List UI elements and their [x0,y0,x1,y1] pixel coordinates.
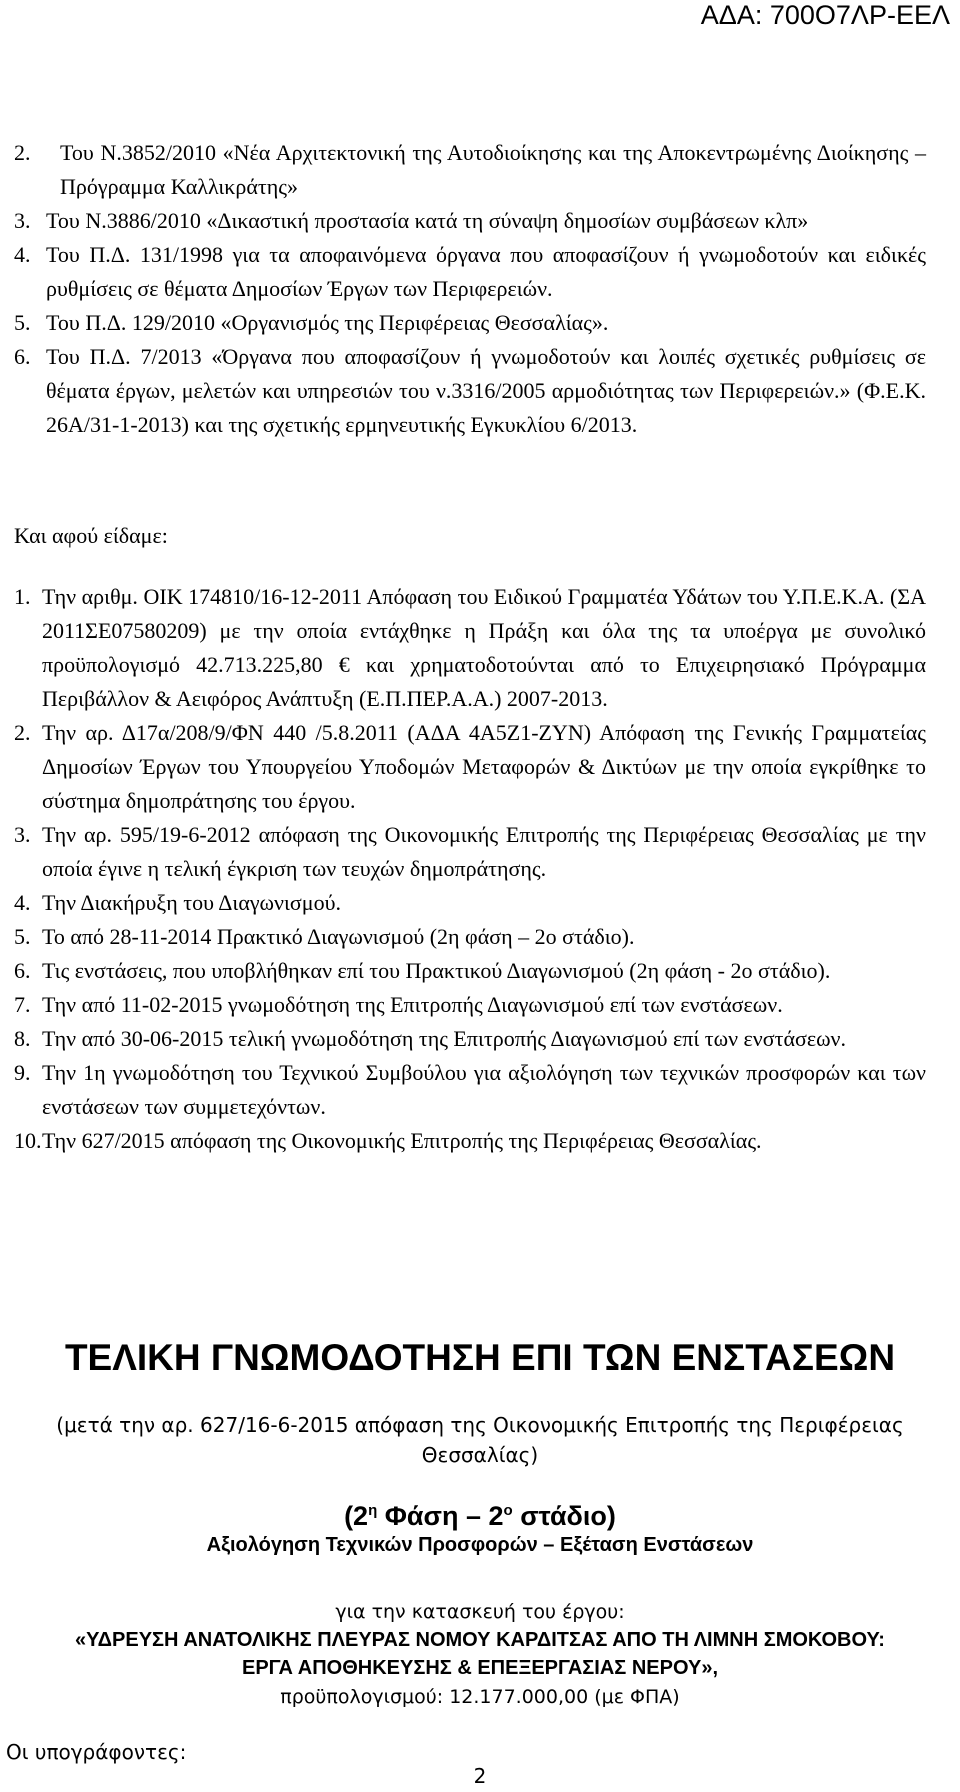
item-number: 3. [14,822,31,847]
list-item [14,340,926,442]
decision-ref-line1: (μετά την αρ. 627/16-6-2015 απόφαση της Οικονομικής Επιτροπής της Περιφέρειας [56,1413,904,1437]
phase-close: στάδιο) [512,1501,616,1531]
item-number: 4. [14,242,31,267]
item-number: 3. [14,208,31,233]
phase-heading [0,1494,960,1533]
seen-items-list [14,580,926,1158]
evaluation-heading: Αξιολόγηση Τεχνικών Προσφορών – Εξέταση Ενστάσεων [206,1534,754,1556]
list-item [14,716,926,818]
list-item [14,954,926,988]
list-item [14,306,926,340]
item-text: Την 1η γνωμοδότηση του Τεχνικού Συμβούλου για αξιολόγηση των τεχνικών προσφορών και των ενστάσεων των συμμετεχόντων. [42,1060,926,1119]
item-number: 4. [14,890,31,915]
list-item [14,204,926,238]
phase-mid: Φάση – 2 [377,1501,504,1531]
item-text: Την από 30-06-2015 τελική γνωμοδότηση της Επιτροπής Διαγωνισμού επί των ενστάσεων. [42,1026,846,1051]
list-item [14,238,926,306]
project-name-line1: «ΥΔΡΕΥΣΗ ΑΝΑΤΟΛΙΚΗΣ ΠΛΕΥΡΑΣ ΝΟΜΟΥ ΚΑΡΔΙΤΣΑΣ ΑΠΟ ΤΗ ΛΙΜΝΗ ΣΜΟΚΟΒΟΥ: [75,1629,885,1651]
item-text: Την αρ. 595/19-6-2012 απόφαση της Οικονομικής Επιτροπής της Περιφέρειας Θεσσαλίας με την οποία έγινε η τελική έγκριση των τευχών δημοπράτησης. [42,822,926,881]
list-item [14,1022,926,1056]
list-item [14,920,926,954]
seen-heading: Και αφού είδαμε: [14,523,168,548]
list-item [14,1124,926,1158]
item-text: Την Διακήρυξη του Διαγωνισμού. [42,890,341,915]
project-budget: προϋπολογισμού: 12.177.000,00 (με ΦΠΑ) [280,1686,680,1708]
phase-open: (2 [344,1501,369,1531]
item-text: Τις ενστάσεις, που υποβλήθηκαν επί του Πρακτικού Διαγωνισμού (2η φάση - 2ο στάδιο). [42,958,831,983]
item-number: 9. [14,1060,31,1085]
item-text: Την 627/2015 απόφαση της Οικονομικής Επιτροπής της Περιφέρειας Θεσσαλίας. [42,1128,762,1153]
item-number: 6. [14,344,31,369]
list-item [14,886,926,920]
item-text: Του Ν.3852/2010 «Νέα Αρχιτεκτονική της Αυτοδιοίκησης και της Αποκεντρωμένης Διοίκησης – Πρόγραμμα Καλλικράτης» [60,140,926,199]
item-number: 8. [14,1026,31,1051]
item-number: 7. [14,992,31,1017]
signers-label: Οι υπογράφοντες: [6,1740,187,1764]
item-number: 10. [14,1128,42,1153]
item-number: 2. [14,140,31,165]
item-number: 5. [14,924,31,949]
item-text: Του Ν.3886/2010 «Δικαστική προστασία κατά τη σύναψη δημοσίων συμβάσεων κλπ» [46,208,809,233]
phase-sup-2: ο [503,1502,513,1519]
list-item [14,988,926,1022]
for-project-label: για την κατασκευή του έργου: [335,1601,625,1623]
list-item [14,580,926,716]
item-text: Το από 28-11-2014 Πρακτικό Διαγωνισμού (2η φάση – 2ο στάδιο). [42,924,635,949]
item-text: Του Π.Δ. 131/1998 για τα αποφαινόμενα όργανα που αποφασίζουν ή γνωμοδοτούν και ειδικές ρυθμίσεις σε θέματα Δημοσίων Έργων των Περιφερειών. [46,242,926,301]
item-text: Την αρ. Δ17α/208/9/ΦΝ 440 /5.8.2011 (ΑΔΑ 4Α5Ζ1-ΖΥΝ) Απόφαση της Γενικής Γραμματείας Δημοσίων Έργων του Υπουργείου Υποδομών Μεταφορών & Δικτύων με την οποία εγκρίθηκε το σύστημα δημοπράτησης του έργου. [42,720,926,813]
phase-sup-1: η [368,1502,378,1519]
page-number: 2 [473,1764,487,1788]
legal-refs-list [14,136,926,442]
ada-code: ΑΔΑ: 700Ο7ΛΡ-ΕΕΛ [700,0,950,30]
list-item [14,136,926,204]
item-text: Την αριθμ. ΟΙΚ 174810/16-12-2011 Απόφαση του Ειδικού Γραμματέα Υδάτων του Υ.Π.Ε.Κ.Α. (ΣΑ 2011ΣΕ07580209) με την οποία εντάχθηκε η Πράξη και όλα της τα υποέργα με συνολικό προϋπολογισμό 42.713.225,80 € και χρηματοδοτούνται από το Επιχειρησιακό Πρόγραμμα Περιβάλλον & Αειφόρος Ανάπτυξη (Ε.Π.ΠΕΡ.Α.Α.) 2007-2013. [42,584,926,711]
list-item [14,1056,926,1124]
decision-ref-line2: Θεσσαλίας) [421,1443,539,1467]
project-name-line2: ΕΡΓΑ ΑΠΟΘΗΚΕΥΣΗΣ & ΕΠΕΞΕΡΓΑΣΙΑΣ ΝΕΡΟΥ», [241,1657,718,1679]
item-text: Του Π.Δ. 129/2010 «Οργανισμός της Περιφέρειας Θεσσαλίας». [46,310,609,335]
item-number: 1. [14,584,31,609]
item-number: 5. [14,310,31,335]
list-item [14,818,926,886]
item-number: 6. [14,958,31,983]
final-title: ΤΕΛΙΚΗ ΓΝΩΜΟΔΟΤΗΣΗ ΕΠΙ ΤΩΝ ΕΝΣΤΑΣΕΩΝ [64,1337,896,1378]
item-number: 2. [14,720,31,745]
item-text: Την από 11-02-2015 γνωμοδότηση της Επιτροπής Διαγωνισμού επί των ενστάσεων. [42,992,783,1017]
item-text: Του Π.Δ. 7/2013 «Όργανα που αποφασίζουν ή γνωμοδοτούν και λοιπές σχετικές ρυθμίσεις σε θέματα έργων, μελετών και υπηρεσιών του ν.3316/2005 αρμοδιότητας των Περιφερειών.» (Φ.Ε.Κ. 26Α/31-1-2013) και της σχετικής ερμηνευτικής Εγκυκλίου 6/2013. [46,344,926,437]
